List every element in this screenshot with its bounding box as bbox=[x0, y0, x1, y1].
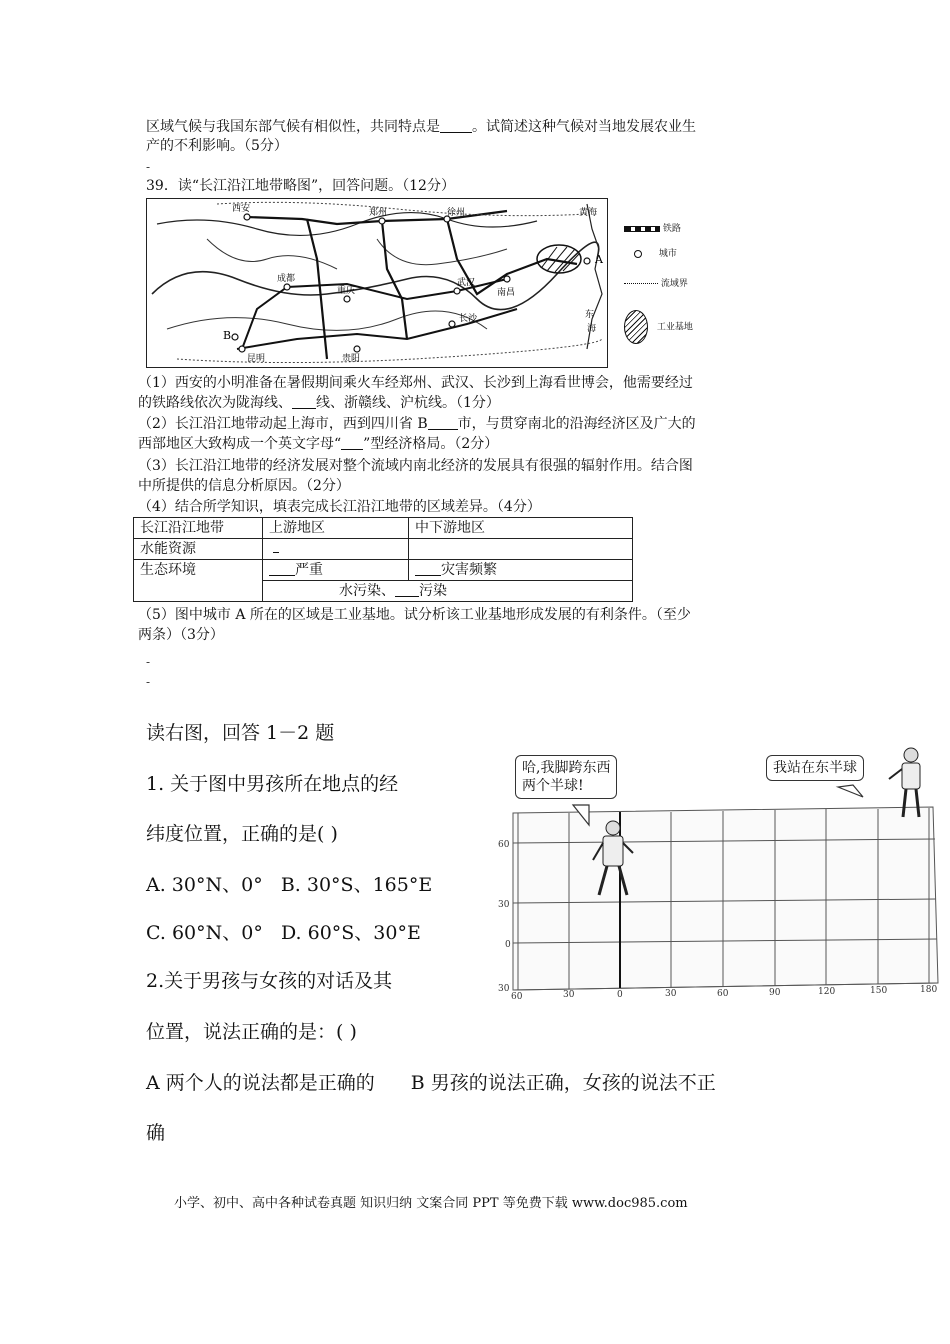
hemisphere-grid-figure bbox=[493, 735, 943, 1010]
table-cell: 生态环境 bbox=[134, 560, 263, 602]
x-tick: 60 bbox=[511, 992, 523, 1002]
q38-line2: 产的不利影响。（5分） bbox=[146, 138, 288, 154]
q39-p4: （4）结合所学知识，填表完成长江沿江地带的区域差异。（4分） bbox=[138, 499, 541, 515]
yangtze-map bbox=[146, 198, 712, 370]
q2-line1: 2.关于男孩与女孩的对话及其 bbox=[146, 970, 393, 992]
x-tick: 60 bbox=[717, 989, 729, 999]
table-cell: 水能资源 bbox=[134, 539, 263, 560]
q39-p5-line1: （5）图中城市 A 所在的区域是工业基地。试分析该工业基地形成发展的有利条件。（至少 bbox=[138, 607, 691, 623]
label-chengdu: 成都 bbox=[277, 274, 296, 284]
q2-option-a[interactable]: A 两个人的说法都是正确的 bbox=[146, 1072, 375, 1094]
q39-p2-line1: （2）长江沿江地带动起上海市，西到四川省 B 市，与贯穿南北的沿海经济区及广大的 bbox=[138, 416, 696, 432]
boundary-symbol-icon bbox=[624, 283, 658, 284]
dash-mark: - bbox=[146, 655, 151, 669]
q39-p2-line2: 西部地区大致构成一个英文字母“ ”型经济格局。（2分） bbox=[138, 436, 499, 452]
x-tick: 180 bbox=[920, 985, 938, 995]
q1-option-c[interactable]: C. 60°N、0° bbox=[146, 922, 263, 944]
legend-railway: 铁路 bbox=[624, 223, 681, 235]
q39-p3-line1: （3）长江沿江地带的经济发展对整个流域内南北经济的发展具有很强的辐射作用。结合图 bbox=[138, 458, 693, 474]
region-difference-table bbox=[133, 517, 633, 602]
table-row bbox=[134, 539, 633, 560]
railway-symbol-icon bbox=[624, 226, 660, 232]
table-cell: 灾害频繁 bbox=[409, 560, 633, 581]
answer-blank[interactable] bbox=[428, 415, 458, 430]
answer-blank[interactable] bbox=[395, 582, 419, 597]
girl-speech-bubble: 我站在东半球 bbox=[766, 755, 864, 781]
q39-p1-line1: （1）西安的小明准备在暑假期间乘火车经郑州、武汉、长沙到上海看世博会，他需要经过 bbox=[138, 375, 693, 391]
q2-options bbox=[146, 1068, 716, 1095]
label-a: A bbox=[595, 253, 603, 266]
q38-line1: 区域气候与我国东部气候有相似性，共同特点是 。试简述这种气候对当地发展农业生 bbox=[146, 119, 696, 135]
q39-title: 39．读“长江沿江地带略图”，回答问题。（12分） bbox=[146, 178, 455, 194]
label-guiyang: 贵阳 bbox=[342, 354, 361, 364]
label-chongqing: 重庆 bbox=[337, 286, 356, 296]
table-row bbox=[134, 560, 633, 581]
table-answer-cell[interactable] bbox=[409, 539, 633, 560]
q2-option-b[interactable]: B 男孩的说法正确，女孩的说法不正 bbox=[410, 1072, 716, 1094]
girl-figure bbox=[889, 748, 920, 817]
q2-line2: 位置，说法正确的是：( ) bbox=[146, 1021, 357, 1043]
table-header-cell: 上游地区 bbox=[263, 518, 409, 539]
q1-line2: 纬度位置，正确的是( ) bbox=[146, 823, 338, 845]
boy-speech-bubble: 哈,我脚跨东西 两个半球! bbox=[515, 755, 617, 799]
answer-blank[interactable] bbox=[269, 561, 295, 576]
map-drawing bbox=[147, 199, 609, 369]
label-wuhan: 武汉 bbox=[457, 278, 476, 288]
label-zhengzhou: 郑州 bbox=[369, 208, 388, 218]
x-tick: 90 bbox=[769, 988, 781, 998]
legend-city: 城市 bbox=[624, 248, 677, 260]
label-b: B bbox=[223, 329, 232, 342]
legend-industrial-base: 工业基地 bbox=[624, 310, 693, 344]
answer-blank[interactable] bbox=[440, 118, 472, 133]
table-cell: 严重 bbox=[263, 560, 409, 581]
label-donghai-2: 海 bbox=[587, 324, 597, 334]
y-tick: 30 bbox=[498, 900, 510, 910]
x-tick: 30 bbox=[563, 990, 575, 1000]
city-symbol-icon bbox=[634, 250, 642, 258]
y-tick: 30 bbox=[498, 984, 510, 994]
q39-p3-line2: 中所提供的信息分析原因。（2分） bbox=[138, 478, 350, 494]
q1-line1: 1. 关于图中男孩所在地点的经 bbox=[146, 773, 399, 795]
q2-option-b-continued: 确 bbox=[146, 1122, 166, 1144]
answer-blank[interactable] bbox=[341, 435, 363, 450]
dash-mark: - bbox=[146, 675, 151, 689]
answer-blank[interactable] bbox=[292, 394, 316, 409]
label-nanchang: 南昌 bbox=[497, 288, 516, 298]
y-tick: 0 bbox=[505, 940, 511, 950]
q1-option-d[interactable]: D. 60°S、30°E bbox=[280, 922, 421, 944]
x-tick: 30 bbox=[665, 989, 677, 999]
q39-p5-line2: 两条）（3分） bbox=[138, 627, 224, 643]
label-huanghai: 黄海 bbox=[579, 208, 598, 218]
x-tick: 0 bbox=[617, 990, 623, 1000]
x-tick: 150 bbox=[870, 986, 888, 996]
table-header-cell: 长江沿江地带 bbox=[134, 518, 263, 539]
table-answer-cell[interactable] bbox=[263, 539, 409, 560]
answer-blank[interactable] bbox=[415, 561, 441, 576]
label-xuzhou: 徐州 bbox=[447, 208, 466, 218]
label-changsha: 长沙 bbox=[459, 314, 478, 324]
q1-options-cd bbox=[146, 918, 421, 945]
x-tick: 120 bbox=[818, 987, 836, 997]
table-header-cell: 中下游地区 bbox=[409, 518, 633, 539]
label-xian: 西安 bbox=[232, 204, 251, 214]
section2-intro: 读右图，回答 1－2 题 bbox=[146, 722, 335, 744]
q1-options-ab bbox=[146, 870, 432, 897]
q39-p1-line2: 的铁路线依次为陇海线、 线、浙赣线、沪杭线。（1分） bbox=[138, 395, 500, 411]
q1-option-a[interactable]: A. 30°N、0° bbox=[146, 874, 263, 896]
hatched-ellipse-icon bbox=[624, 310, 648, 344]
page-footer: 小学、初中、高中各种试卷真题 知识归纳 文案合同 PPT 等免费下载 www.doc985.com bbox=[174, 1196, 688, 1211]
dash-mark: - bbox=[146, 160, 151, 174]
table-row bbox=[134, 518, 633, 539]
y-tick: 60 bbox=[498, 840, 510, 850]
legend-basin-boundary: 流域界 bbox=[624, 278, 688, 290]
table-cell: 水污染、 污染 bbox=[263, 581, 633, 602]
label-kunming: 昆明 bbox=[247, 354, 266, 364]
q1-option-b[interactable]: B. 30°S、165°E bbox=[280, 874, 433, 896]
map-frame bbox=[146, 198, 608, 368]
label-donghai-1: 东 bbox=[585, 310, 595, 320]
